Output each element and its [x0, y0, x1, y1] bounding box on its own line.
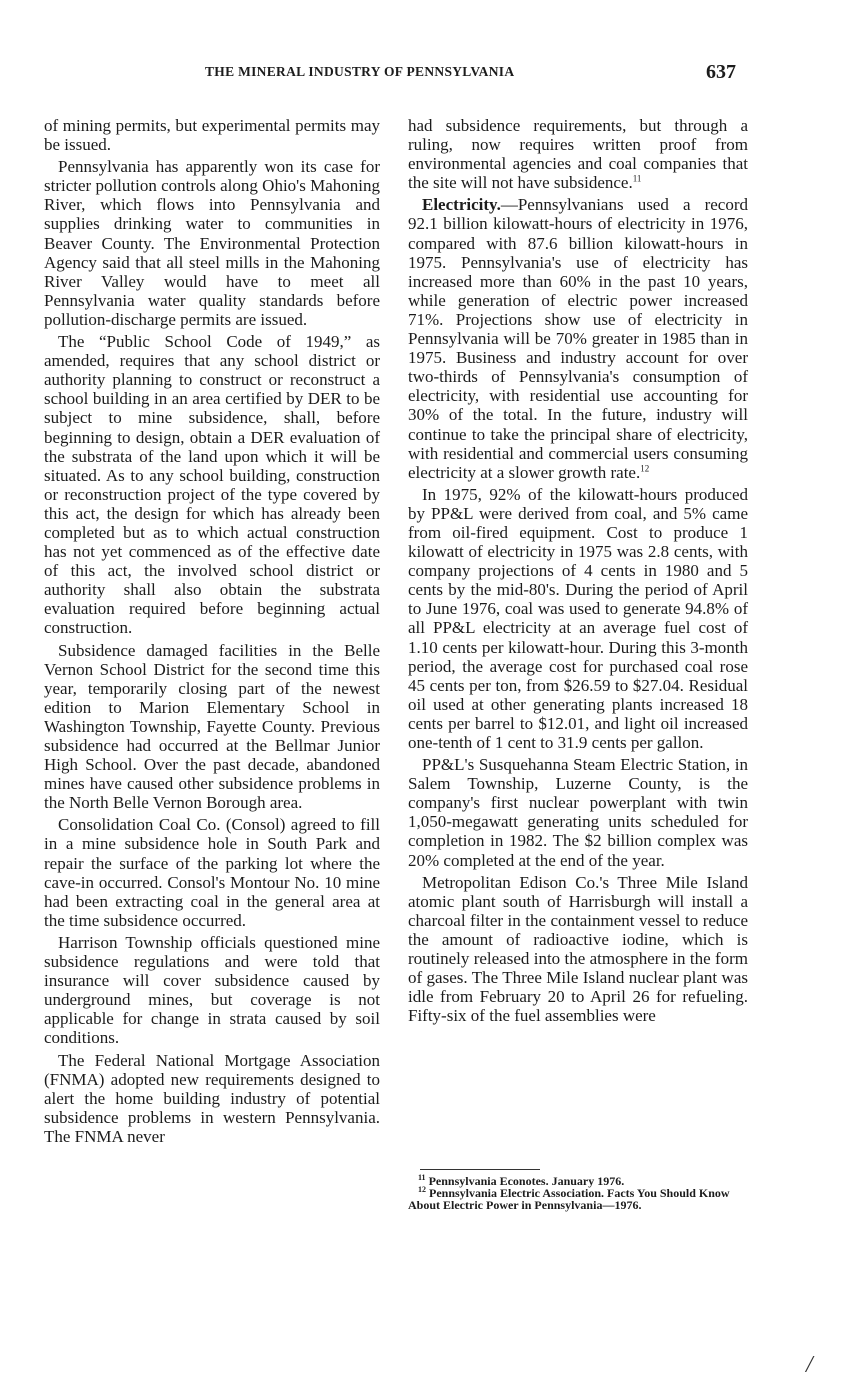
- footnote-ref: 12: [640, 463, 650, 474]
- paragraph: Subsidence damaged facilities in the Belle Vernon School District for the second time this year, temporarily closing part of the newest edition to Marion Elementary School in Washington Township, Fayette County. Previous subsidence had occurred at the Bellmar Junior High School. Over the past decade, abandoned mines have caused other subsidence problems in the North Belle Vernon Borough area.: [44, 640, 380, 813]
- paragraph: of mining permits, but experimental permits may be issued.: [44, 116, 380, 155]
- paragraph: The Federal National Mortgage Association (FNMA) adopted new requirements designed to alert the home building industry of potential subsidence problems in western Pennsylvania. The FNMA never: [44, 1050, 380, 1146]
- footnote: [408, 1187, 748, 1211]
- paragraph: [408, 195, 748, 481]
- footnote-text: Pennsylvania Econotes. January 1976.: [428, 1174, 625, 1188]
- page-number: 637: [706, 61, 736, 83]
- paragraph: Consolidation Coal Co. (Consol) agreed to fill in a mine subsidence hole in South Park and repair the surface of the parking lot where the cave-in occurred. Consol's Montour No. 10 mine had been extracting coal in the general area at the time subsidence occurred.: [44, 815, 380, 930]
- paragraph-text: had subsidence requirements, but through a ruling, now requires written proof from environmental agencies and coal companies that the site will not have subsidence.: [408, 116, 748, 193]
- right-column: [408, 116, 748, 1025]
- running-header: THE MINERAL INDUSTRY OF PENNSYLVANIA: [205, 64, 515, 79]
- footnote-number: 11: [418, 1173, 426, 1182]
- paragraph: Pennsylvania has apparently won its case for stricter pollution controls along Ohio's Mahoning River, which flows into Pennsylvania and supplies drinking water to communities in Beaver County. The Environmental Protection Agency said that all steel mills in the Mahoning River Valley would have to meet all Pennsylvania water quality standards before pollution-discharge permits are issued.: [44, 157, 380, 329]
- paragraph: [408, 116, 748, 192]
- footnotes: [408, 1175, 748, 1211]
- margin-mark: /: [806, 1352, 813, 1378]
- footnote-ref: 11: [632, 173, 642, 184]
- paragraph: The “Public School Code of 1949,” as amended, requires that any school district or authority planning to construct or reconstruct a school building in an area certified by DER to be subject to mine subsidence, shall, before beginning to design, obtain a DER evaluation of the substrata of the land upon which it will be situated. As to any school building, construction or reconstruction project of the type covered by this act, the design for which has already been completed but as to which actual construction has not yet commenced as of the effective date of this act, the involved school district or authority shall also obtain the substrata evaluation required before beginning actual construction.: [44, 332, 380, 638]
- paragraph-text: —Pennsylvanians used a record 92.1 billion kilowatt-hours of electricity in 1976, compared with 87.6 billion kilowatt-hours in 1975. Pennsylvania's use of electricity has increased more than 60% in the past 10 years, while generation of electric power increased 71%. Projections show use of electricity in Pennsylvania will be 70% greater in 1985 than in 1975. Business and industry account for over two-thirds of Pennsylvania's consumption of electricity, with residential use accounting for 30% of the total. In the future, industry will continue to take the principal share of electricity, with residential and commercial users consuming electricity at a slower growth rate.: [408, 195, 748, 482]
- paragraph: Metropolitan Edison Co.'s Three Mile Island atomic plant south of Harrisburgh will install a charcoal filter in the containment vessel to reduce the amount of radioactive iodine, which is routinely released into the atmosphere in the form of gases. The Three Mile Island nuclear plant was idle from February 20 to April 26 for refueling. Fifty-six of the fuel assemblies were: [408, 872, 748, 1026]
- footnote-divider: [420, 1169, 540, 1170]
- left-column: [44, 116, 380, 1146]
- section-heading: Electricity.: [422, 195, 501, 215]
- paragraph: PP&L's Susquehanna Steam Electric Station, in Salem Township, Luzerne County, is the company's first nuclear powerplant with twin 1,050-megawatt generating units scheduled for completion in 1982. The $2 billion complex was 20% completed at the end of the year.: [408, 755, 748, 870]
- footnote-number: 12: [418, 1185, 426, 1194]
- paragraph: In 1975, 92% of the kilowatt-hours produced by PP&L were derived from coal, and 5% came from oil-fired equipment. Cost to produce 1 kilowatt of electricity in 1975 was 2.8 cents, with company projections of 4 cents in 1980 and 5 cents by the mid-80's. During the period of April to June 1976, coal was used to generate 94.8% of all PP&L electricity at an average fuel cost of 1.10 cents per kilowatt-hour. During this 3-month period, the average cost for purchased coal rose 45 cents per ton, from $26.59 to $27.04. Residual oil used at other generating plants increased 18 cents per barrel to $12.01, and light oil increased one-tenth of 1 cent to 31.9 cents per gallon.: [408, 484, 748, 752]
- footnote-text: Pennsylvania Electric Association. Facts You Should Know About Electric Power in Pennsylvania—1976.: [408, 1186, 730, 1212]
- paragraph: Harrison Township officials questioned mine subsidence regulations and were told that insurance will cover subsidence caused by underground mines, but coverage is not applicable for change in strata caused by soil conditions.: [44, 932, 380, 1048]
